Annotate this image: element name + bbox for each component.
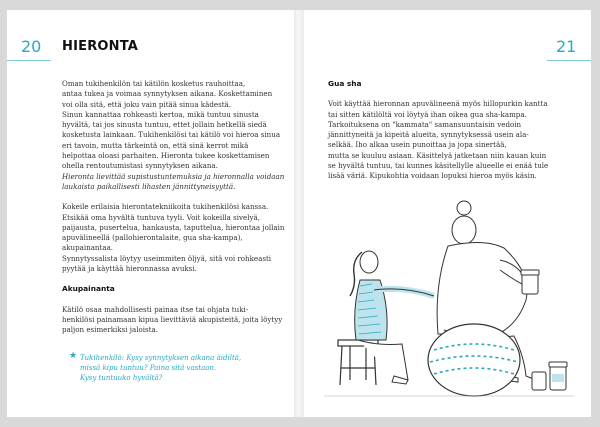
text-line: antaa tukea ja voimaa synnytyksen aikana. Koskettaminen <box>62 89 273 99</box>
text-line: kosketusta lainkaan. Tukihenkilösi tai kätilö voi hieroa sinua <box>62 130 281 140</box>
text-line: Tarkoituksena on "kammata" samansuuntaisin vedoin <box>328 119 522 129</box>
text-line: henkilösi painamaan kipua lievittäviä akupisteitä, joita löytyy <box>62 314 283 324</box>
text-line: selkää. Iho alkaa usein punoittaa ja jopa sinertää, <box>328 140 507 150</box>
left-page <box>7 10 294 417</box>
page-number-right: 21 <box>556 37 577 56</box>
page-number-left: 20 <box>21 37 42 56</box>
intro-paragraph <box>62 79 287 192</box>
text-line: Etsikää oma hyvältä tuntuva tyyli. Voit kokeilla sivelyä, <box>62 212 261 222</box>
text-line: Voit käyttää hieronnan apuvälineenä myös hillopurkin kantta <box>328 99 548 109</box>
left-body <box>62 79 287 336</box>
text-line: pyytää ja käyttää hieronnassa avuksi. <box>62 264 197 274</box>
text-line: se hyvältä tuntuu, tai kunnes käsitellylle alueelle ei enää tule <box>328 161 549 171</box>
text-line: hyvältä, tai jos sinusta tuntuu, ettet jollain hetkellä siedä <box>62 120 267 130</box>
book-spine <box>294 10 304 417</box>
massage-illustration <box>324 190 574 410</box>
section-heading-akupainanta: Akupainanta <box>62 284 115 294</box>
page-number-rule-left <box>7 60 51 61</box>
acupressure-paragraph <box>62 305 287 336</box>
text-line-italic: laukaista paikallisesti lihasten jännittyneisyyttä. <box>62 181 236 191</box>
support-person-note <box>80 353 260 384</box>
text-line: Sinun kannattaa rohkeasti kertoa, mikä tuntuu sinusta <box>62 109 259 119</box>
text-line: lisää väriä. Kipukohtia voidaan lopuksi hieroa myös käsin. <box>328 171 537 181</box>
text-line: helpottaa oloasi parhaiten. Hieronta tukee koskettamisen <box>62 151 270 161</box>
jar-illustration <box>521 270 539 294</box>
text-line: paljon esimerkiksi jaloista. <box>62 325 158 335</box>
page-title: HIERONTA <box>62 39 139 54</box>
text-line: paijausta, pusertelua, hankausta, taputtelua, hierontaa jollain <box>62 222 285 232</box>
text-line: eri tavoin, mutta tärkeintä on, että sinä kerrot mikä <box>62 140 249 150</box>
right-body <box>328 79 568 182</box>
note-line: missä kipu tuntuu? Paina sitä vastaan. <box>80 364 217 373</box>
text-line: apuvälineellä (pallohierontalaite, gua sha-kampa), akupainantaa. <box>62 233 243 253</box>
text-line: Kokeile erilaisia hierontatekniikoita tukihenkilösi kanssa. <box>62 202 269 212</box>
exercise-ball-illustration <box>428 324 520 396</box>
text-line: Oman tukihenkilön tai kätilön kosketus rauhoittaa, <box>62 79 246 88</box>
note-line: Tukihenkilö: Kysy synnytyksen aikana äidiltä, <box>80 354 242 362</box>
text-line: jännittyneitä ja kipeitä alueita, synnytyksessä usein ala- <box>328 130 529 140</box>
star-icon: ★ <box>69 351 78 361</box>
text-line: tai sitten kätilöltä voi löytyä ihan oikea gua sha-kampa. <box>328 109 527 119</box>
text-line: ohella rentoutumistasi synnytyksen aikana. <box>62 161 218 171</box>
page-number-rule-right <box>547 60 591 61</box>
text-line: Kätilö osaa mahdollisesti painaa itse tai ohjata tuki- <box>62 304 249 314</box>
section-heading-gua-sha: Gua sha <box>328 79 362 88</box>
technique-paragraph <box>62 202 287 274</box>
gua-sha-paragraph <box>328 99 568 181</box>
right-page <box>304 10 591 417</box>
text-line: Synnytyssalista löytyy useimmiten öljyä, sitä voi rohkeasti <box>62 253 272 263</box>
note-line: Kysy tuntuuko hyvältä? <box>80 374 163 383</box>
support-person-figure <box>350 251 434 384</box>
floor-jars-illustration <box>532 362 567 390</box>
text-line: mutta se kuuluu asiaan. Käsittelyä jatketaan niin kauan kuin <box>328 150 547 160</box>
text-line: voi olla sitä, että joku vain pitää sinua kädestä. <box>62 99 232 109</box>
text-line-italic: Hieronta lievittää supistustuntemuksia ja hieronnalla voidaan <box>62 171 285 181</box>
